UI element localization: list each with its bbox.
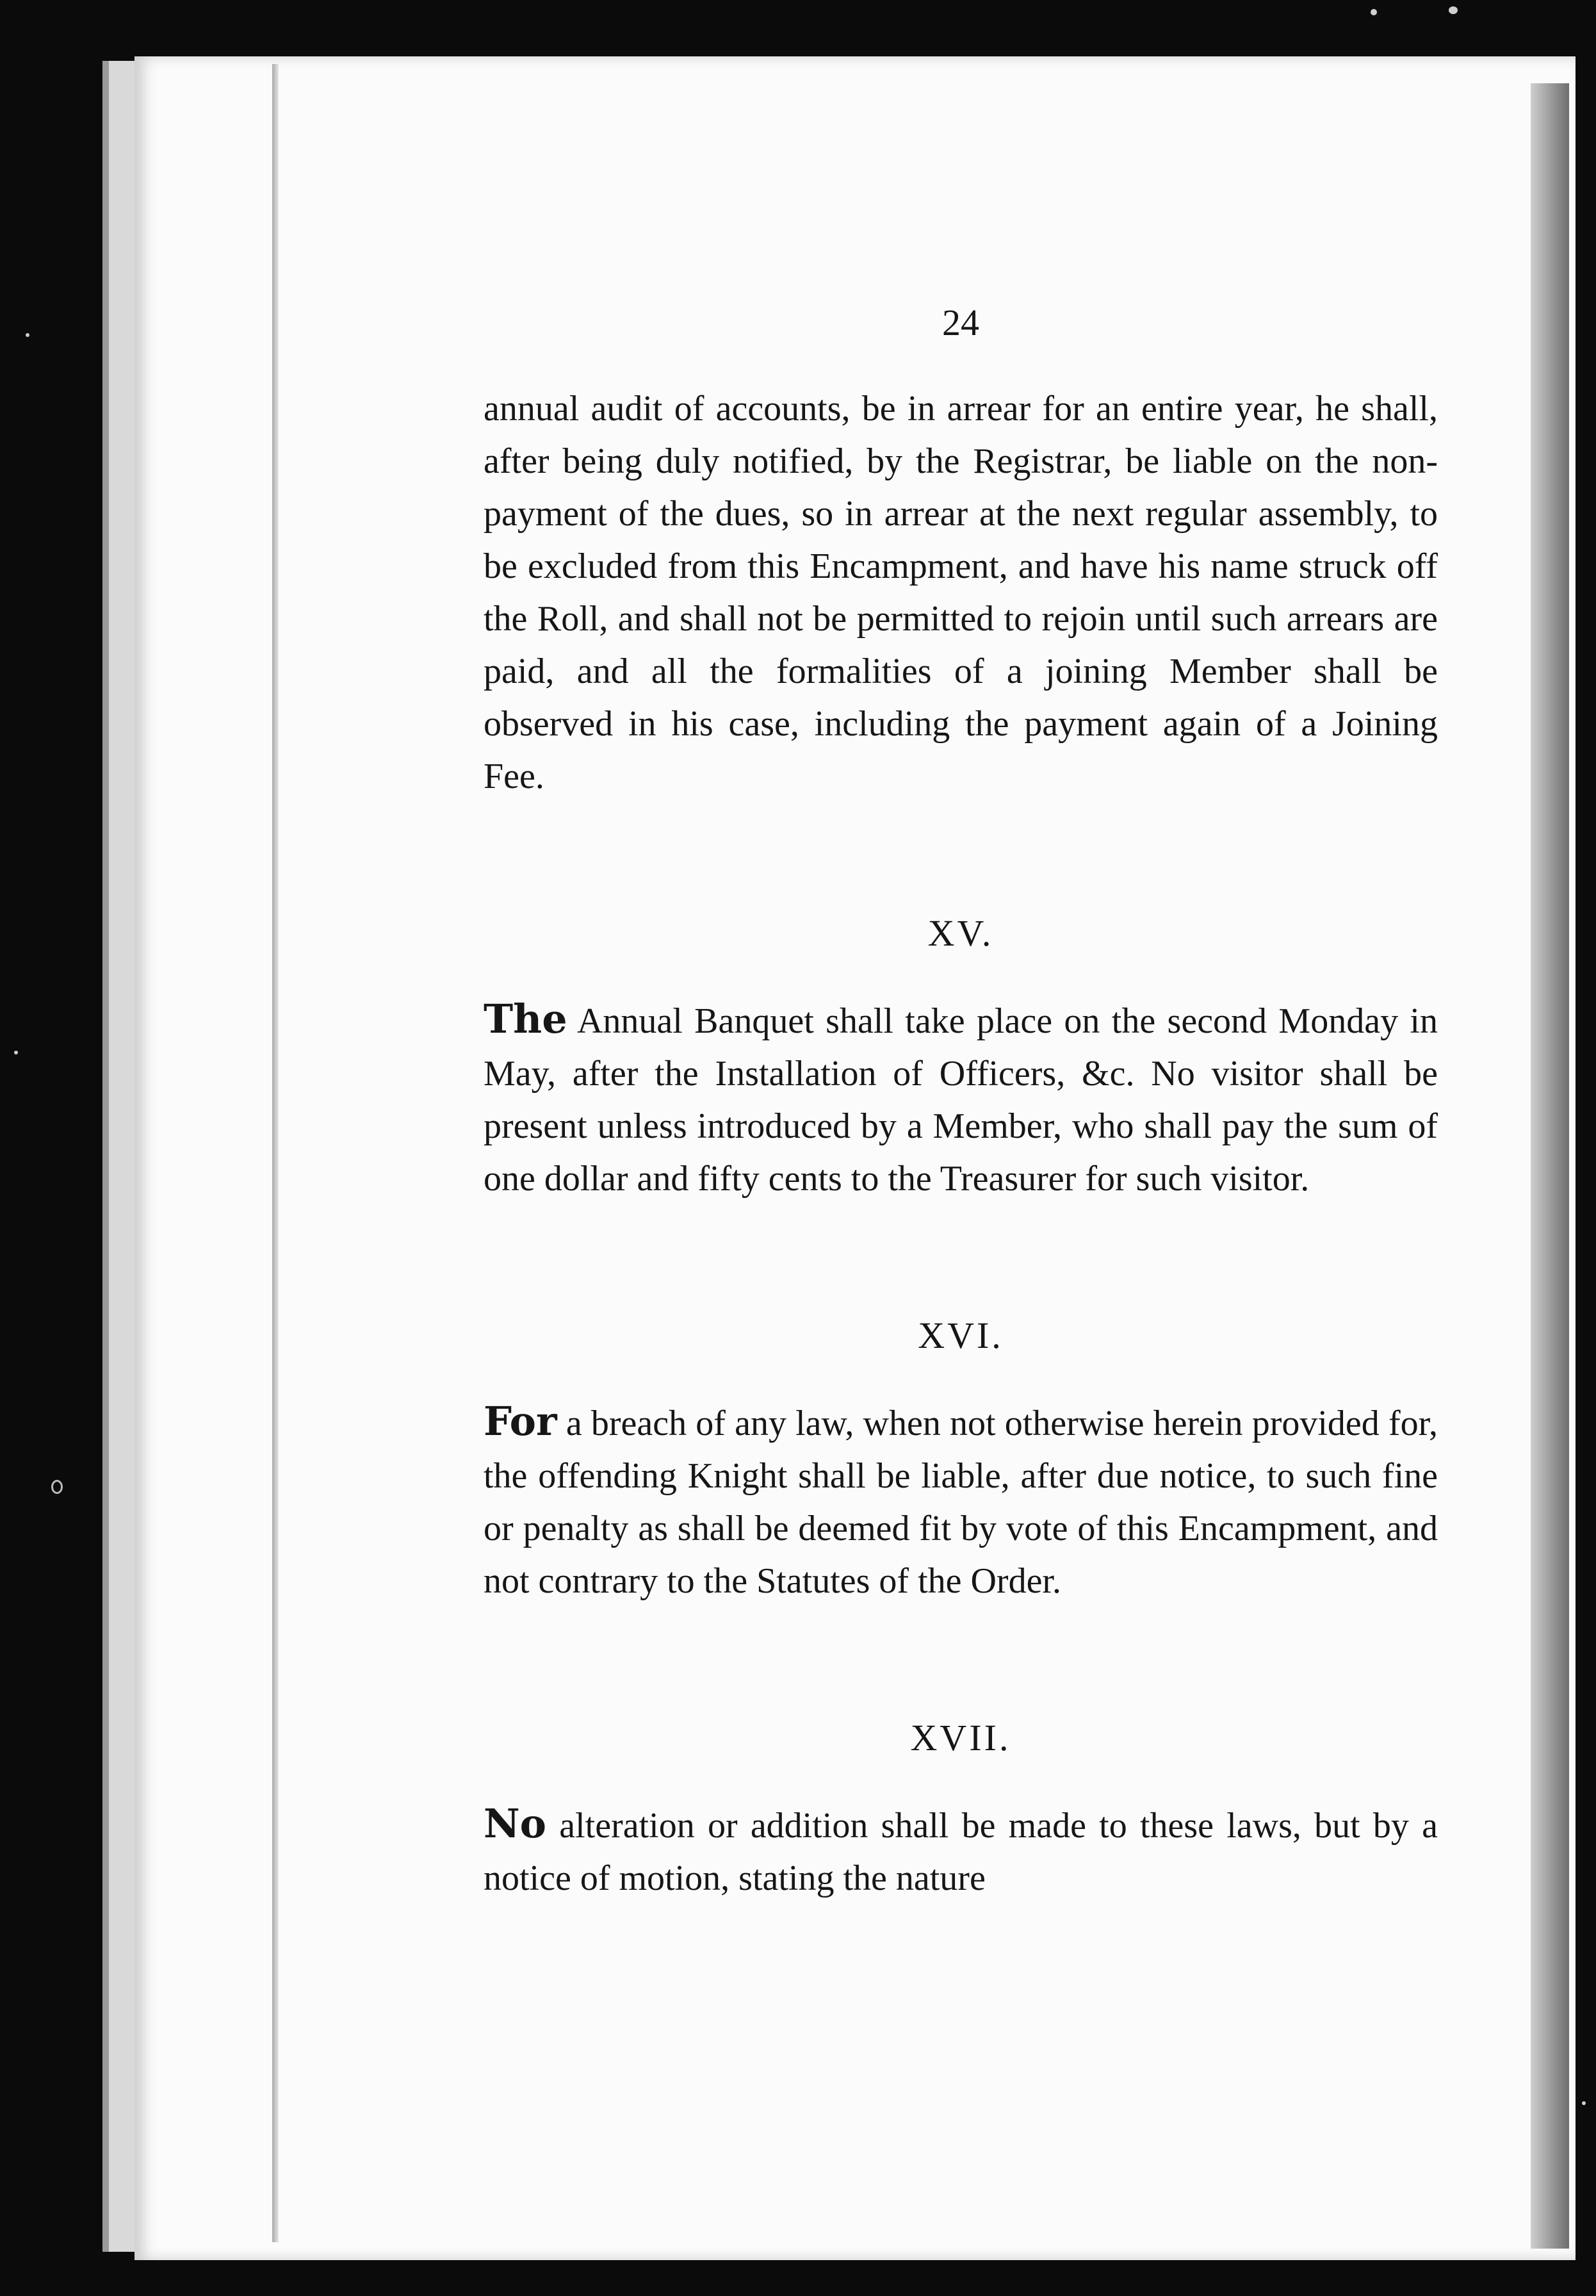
page-number: 24 (942, 302, 979, 343)
section-body-xvii (484, 1798, 1438, 1905)
gutter-shadow (272, 64, 279, 2242)
section-text: a breach of any law, when not otherwise herein provided for, the offending Knight shall be liable, after due notice, to such fine or penalty as shall be deemed fit by vote of this Encampment, and not contrary to the Statutes of the Order. (484, 1404, 1438, 1601)
section-text: Annual Banquet shall take place on the second Monday in May, after the Installation of Officers, &c. No visitor shall be present unless introduced by a Member, who shall pay the sum of one dollar and fifty cents to the Treasurer for such visitor. (484, 1001, 1438, 1199)
section-body-xv (484, 993, 1438, 1205)
section-heading-xvii: XVII. (910, 1717, 1011, 1759)
section-initial-word: No (484, 1800, 547, 1847)
section-heading-xvi: XVI. (918, 1315, 1004, 1356)
section-initial-word: For (484, 1398, 557, 1445)
section-initial-word: The (484, 996, 567, 1042)
page-text (484, 301, 1438, 1905)
continued-text: annual audit of accounts, be in arrear for an entire year, he shall, after being duly notified, by the Registrar, be liable on the non-payment of the dues, so in arrear at the next regular assembly, to be excluded from this Encampment, and have his name struck off the Roll, and shall not be permitted to rejoin until such arrears are paid, and all the formalities of a joining Member shall be observed in his case, including the payment again of a Joining Fee. (484, 389, 1438, 796)
section-body-xvi (484, 1395, 1438, 1607)
section-text: alteration or addition shall be made to these laws, but by a notice of motion, stating the nature (484, 1806, 1438, 1898)
page-right-edge-shadow (1531, 83, 1569, 2249)
continued-paragraph (484, 382, 1438, 803)
section-heading-xv: XV. (927, 912, 994, 954)
